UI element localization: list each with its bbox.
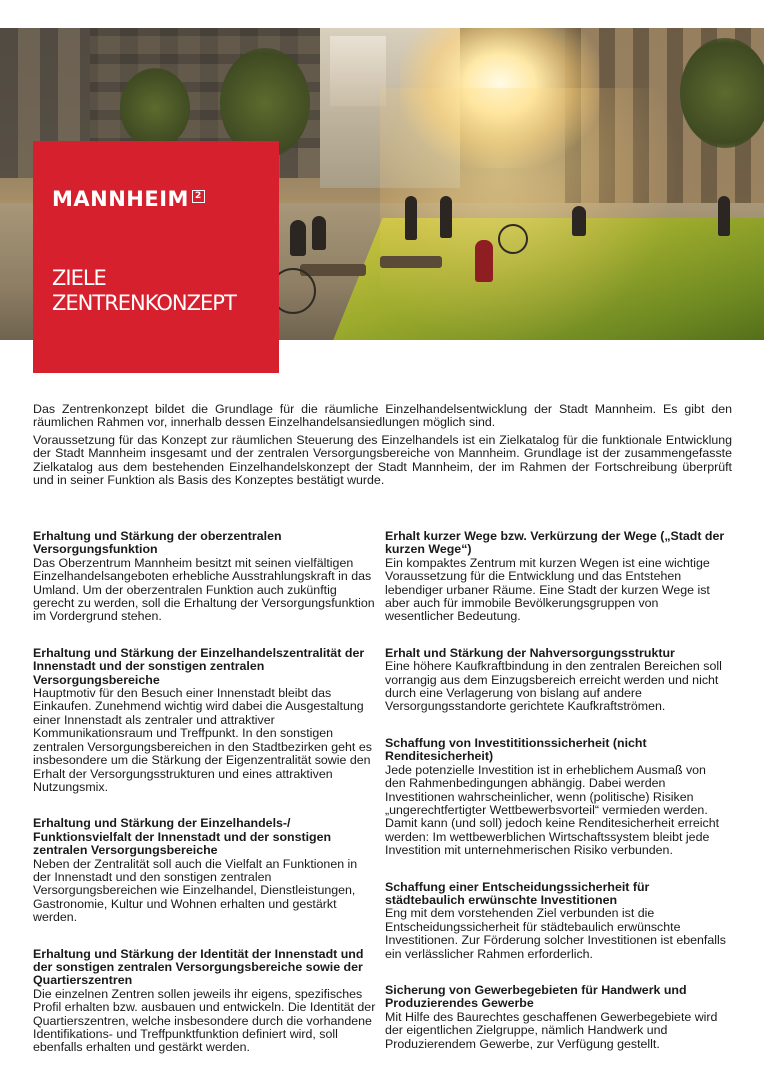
- right-column: [385, 530, 730, 1074]
- goal-section: [33, 530, 378, 624]
- section-heading: Sicherung von Gewerbegebieten für Handwerk und Produzierendes Gewerbe: [385, 982, 687, 1011]
- sun-glow: [380, 88, 680, 340]
- person: [290, 220, 306, 256]
- section-body: Jede potenzielle Investition ist in erheblichem Ausmaß von den Rahmenbedingungen abhängig. Dabei werden Investitionen wahrscheinlicher, wenn (politische) Risiken „ungerechtfertigter Wettbewerbsvorteil“ vermieden werden. Damit kann (und soll) jedoch keine Renditesicherheit erreicht werden: Im wettbewerblichen Wirtschaftssystem bleibt jede Investition mit unternehmerischen Risiko verbunden.: [385, 762, 720, 858]
- section-heading: Erhalt kurzer Wege bzw. Verkürzung der Wege („Stadt der kurzen Wege“): [385, 529, 725, 557]
- bench: [380, 256, 442, 268]
- title-line: ZIELE: [52, 266, 106, 290]
- page-title: [52, 266, 236, 316]
- mannheim-logo: [52, 187, 205, 211]
- section-body: Ein kompaktes Zentrum mit kurzen Wegen ist eine wichtige Voraussetzung für die Entwicklung und das Entstehen lebendiger urbaner Räume. Eine Stadt der kurzen Wege ist aber auch für immobile Bevölkerungsgruppen von wesentlicher Bedeutung.: [385, 555, 710, 624]
- billboard: [330, 36, 386, 106]
- section-body: Eng mit dem vorstehenden Ziel verbunden ist die Entscheidungssicherheit für städtebaulich erwünschte Investitionen. Zur Förderung solcher Investitionen ist ebenfalls ein verlässlicher Rahmen erforderlich.: [385, 906, 726, 961]
- goal-section: [33, 647, 378, 794]
- bicycle-wheel: [498, 224, 528, 254]
- goal-section: [385, 647, 730, 714]
- section-body: Neben der Zentralität soll auch die Vielfalt an Funktionen in der Innenstadt und den sonstigen zentralen Versorgungsbereichen wie Einzelhandel, Dienstleistungen, Gastronomie, Kultur und Wohnen erhalten und gestärkt werden.: [33, 856, 358, 925]
- bench: [300, 264, 366, 276]
- section-body: Hauptmotiv für den Besuch einer Innenstadt bleibt das Einkaufen. Zunehmend wichtig wird dabei die Ausgestaltung einer Innenstadt als zentraler und attraktiver Kommunikationsraum und Treffpunkt. In den sonstigen zentralen Versorgungsbereichen in den Stadtbezirken geht es insbesondere um die Stärkung der Eigenzentralität sowie den Erhalt der Versorgungsstrukturen und eines attraktiven Nutzungsmix.: [33, 686, 372, 794]
- title-line: ZENTRENKONZEPT: [52, 291, 236, 315]
- person: [312, 216, 326, 250]
- person: [572, 206, 586, 236]
- left-column: [33, 530, 378, 1078]
- goal-section: [385, 737, 730, 858]
- section-body: Das Oberzentrum Mannheim besitzt mit seinen vielfältigen Einzelhandelsangeboten erhebliche Ausstrahlungskraft in das Umland. Um der oberzentralen Funktion auch zukünftig gerecht zu werden, soll die Erhaltung der Versorgungsfunktion im Vordergrund stehen.: [33, 555, 375, 624]
- intro-paragraph: Voraussetzung für das Konzept zur räumlichen Steuerung des Einzelhandels ist ein Zielkatalog für die funktionale Entwicklung der Stadt Mannheim insgesamt und der zentralen Versorgungsbereiche von Mannheim. Grundlage ist der zusammengefasste Zielkatalog aus dem bestehenden Einzelhandelskonzept der Stadt Mannheim, der im Rahmen der Fortschreibung überprüft und in seiner Funktion als Basis des Konzeptes bestätigt wurde.: [33, 432, 732, 488]
- person: [440, 196, 452, 238]
- goal-section: [33, 948, 378, 1055]
- title-panel: [33, 141, 279, 373]
- section-body: Die einzelnen Zentren sollen jeweils ihr eigens, spezifisches Profil erhalten bzw. ausbauen und entwickeln. Die Identität der Quartierszentren, welche insbesondere durch die vorhandene Identifikations- und Treffpunktfunktion definiert wird, soll ebenfalls erhalten und gestärkt werden.: [33, 986, 376, 1055]
- intro-paragraph: Das Zentrenkonzept bildet die Grundlage für die räumliche Einzelhandelsentwicklung der Stadt Mannheim. Es gibt den räumlichen Rahmen vor, innerhalb dessen Einzelhandelsansiedlungen möglich sind.: [33, 402, 732, 430]
- brand-superscript: 2: [192, 190, 205, 203]
- person: [718, 196, 730, 236]
- goal-section: [385, 881, 730, 961]
- person: [405, 196, 417, 240]
- goal-section: [33, 817, 378, 924]
- section-heading: Erhaltung und Stärkung der oberzentralen Versorgungsfunktion: [33, 529, 282, 557]
- brand-name: MANNHEIM: [52, 187, 189, 211]
- section-heading: Erhalt und Stärkung der Nahversorgungsstruktur: [385, 645, 675, 660]
- section-heading: Schaffung von Investititionssicherheit (nicht Renditesicherheit): [385, 735, 647, 764]
- tree: [680, 38, 764, 148]
- goal-section: [385, 984, 730, 1051]
- intro-text: [33, 403, 732, 491]
- section-body: Eine höhere Kaufkraftbindung in den zentralen Bereichen soll vorrangig aus dem Einzugsbereich erreicht werden und nicht durch eine Verlagerung von bislang auf andere Versorgungsstandorte gerichtete Kaufkraftströmen.: [385, 659, 722, 714]
- section-heading: Schaffung einer Entscheidungssicherheit für städtebaulich erwünschte Investitionen: [385, 879, 650, 907]
- section-heading: Erhaltung und Stärkung der Einzelhandelszentralität der Innenstadt und der sonstigen zentralen Versorgungsbereiche: [33, 645, 365, 687]
- tree: [120, 68, 190, 148]
- section-heading: Erhaltung und Stärkung der Einzelhandels-/ Funktionsvielfalt der Innenstadt und der sonstigen zentralen Versorgungsbereiche: [33, 816, 332, 858]
- section-heading: Erhaltung und Stärkung der Identität der Innenstadt und der sonstigen zentralen Versorgungsbereiche sowie der Quartierszentren: [33, 946, 364, 988]
- section-body: Mit Hilfe des Baurechtes geschaffenen Gewerbegebiete wird der eigentlichen Zielgruppe, nämlich Handwerk und Produzierendem Gewerbe, zur Verfügung gestellt.: [385, 1009, 718, 1051]
- person: [475, 240, 493, 282]
- goal-section: [385, 530, 730, 624]
